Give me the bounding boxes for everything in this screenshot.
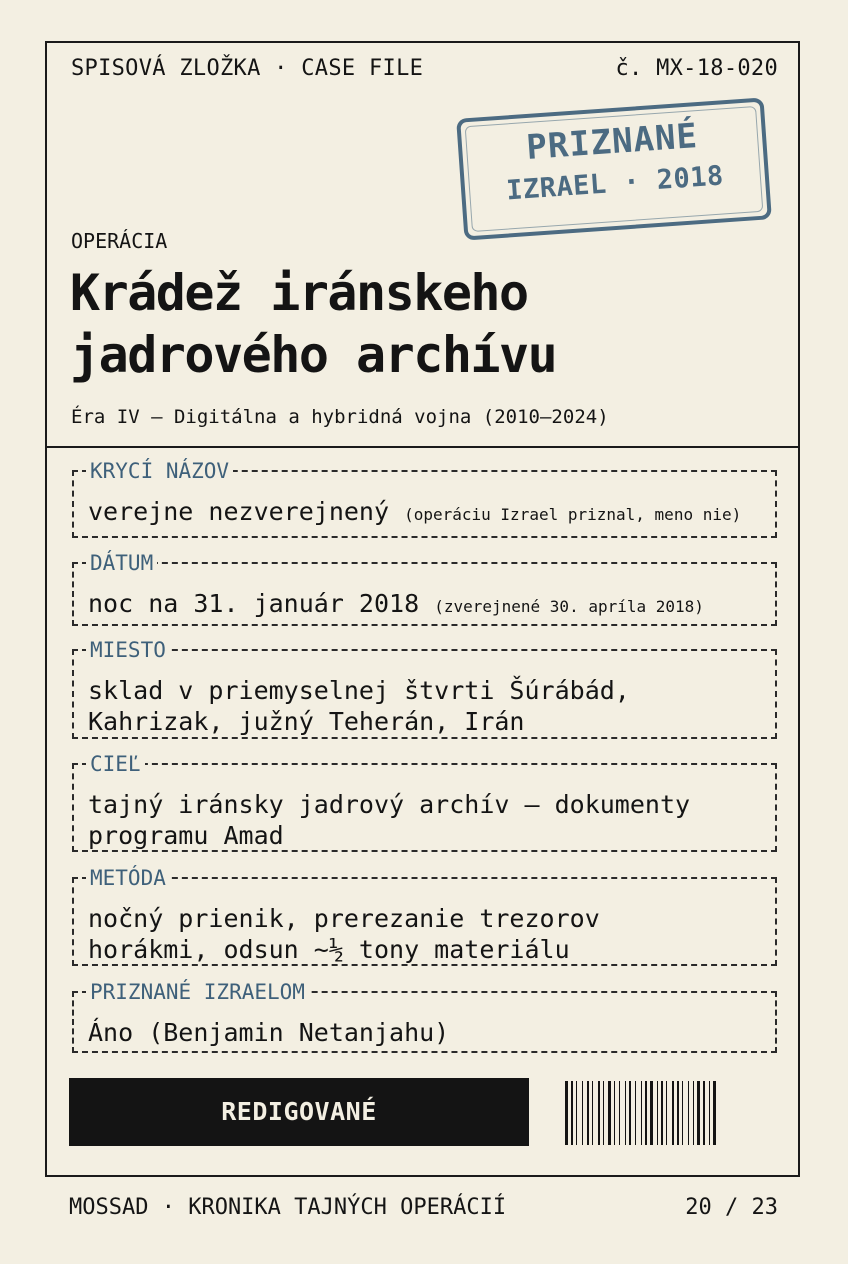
footer-series-title: MOSSAD · KRONIKA TAJNÝCH OPERÁCIÍ — [69, 1195, 507, 1220]
header-divider — [45, 446, 800, 448]
barcode-bar — [645, 1081, 647, 1145]
barcode-bar — [592, 1081, 593, 1145]
field-label: DÁTUM — [86, 550, 157, 576]
barcode-bar — [603, 1081, 604, 1145]
field-value — [88, 1017, 764, 1048]
field-target — [72, 752, 777, 852]
barcode-bar — [598, 1081, 600, 1145]
barcode-bar — [693, 1081, 694, 1145]
barcode-bar — [709, 1081, 710, 1145]
page-number: 20 / 23 — [685, 1195, 778, 1220]
field-acknowledged — [72, 980, 777, 1053]
barcode-bar — [571, 1081, 573, 1145]
field-value — [88, 588, 764, 622]
field-date — [72, 551, 777, 626]
field-value — [88, 903, 764, 965]
redacted-bar: REDIGOVANÉ — [69, 1078, 529, 1146]
field-label: CIEĽ — [86, 751, 145, 777]
barcode-bar — [666, 1081, 667, 1145]
file-number: č. MX-18-020 — [615, 56, 778, 81]
barcode-bar — [576, 1081, 577, 1145]
barcode-bar — [697, 1081, 700, 1145]
method-line-2: horákmi, odsun ~½ tony materiálu — [88, 935, 570, 964]
barcode-bar — [657, 1081, 658, 1145]
field-method — [72, 866, 777, 966]
barcode-bar — [682, 1081, 683, 1145]
era-subtitle: Éra IV — Digitálna a hybridná vojna (2010–2024) — [71, 406, 609, 428]
field-value — [88, 789, 764, 851]
barcode-bar — [565, 1081, 568, 1145]
target-line-1: tajný iránsky jadrový archív — dokumenty — [88, 790, 691, 819]
field-place — [72, 638, 777, 739]
barcode-bar — [641, 1081, 642, 1145]
title-line-1: Krádež iránskeho — [70, 264, 528, 322]
barcode-bar — [677, 1081, 679, 1145]
operation-label: OPERÁCIA — [71, 229, 168, 253]
codename-value: verejne nezverejnený — [88, 497, 390, 526]
barcode-bar — [635, 1081, 636, 1145]
barcode-bar — [625, 1081, 626, 1145]
field-codename — [72, 459, 777, 538]
place-line-1: sklad v priemyselnej štvrti Šúrábád, — [88, 676, 630, 705]
barcode-bar — [629, 1081, 631, 1145]
field-label: PRIZNANÉ IZRAELOM — [86, 979, 309, 1005]
place-line-2: Kahrizak, južný Teherán, Irán — [88, 707, 525, 736]
barcode-bar — [614, 1081, 615, 1145]
field-label: KRYCÍ NÁZOV — [86, 458, 233, 484]
method-line-1: nočný prienik, prerezanie trezorov — [88, 904, 600, 933]
stamp-line-1: PRIZNANÉ — [525, 116, 700, 169]
title-line-2: jadrového archívu — [70, 326, 557, 384]
field-label: MIESTO — [86, 637, 170, 663]
acknowledged-stamp — [456, 97, 772, 240]
date-note: (zverejnené 30. apríla 2018) — [434, 597, 704, 616]
barcode-bar — [619, 1081, 620, 1145]
barcode-bar — [661, 1081, 663, 1145]
acknowledged-value: Áno (Benjamin Netanjahu) — [88, 1018, 450, 1047]
barcode-bar — [582, 1081, 583, 1145]
operation-title — [70, 262, 790, 386]
field-value — [88, 496, 764, 530]
field-value — [88, 675, 764, 737]
stamp-line-2: IZRAEL · 2018 — [505, 160, 725, 207]
barcode-bar — [713, 1081, 716, 1145]
barcode-bar — [650, 1081, 653, 1145]
field-label: METÓDA — [86, 865, 170, 891]
barcode-bar — [672, 1081, 674, 1145]
barcode-bar — [587, 1081, 589, 1145]
case-file-header: SPISOVÁ ZLOŽKA · CASE FILE — [71, 56, 424, 81]
barcode — [565, 1081, 777, 1145]
date-value: noc na 31. január 2018 — [88, 589, 420, 618]
barcode-bar — [688, 1081, 689, 1145]
barcode-bar — [703, 1081, 705, 1145]
target-line-2: programu Amad — [88, 821, 284, 850]
codename-note: (operáciu Izrael priznal, meno nie) — [404, 505, 742, 524]
barcode-bar — [608, 1081, 611, 1145]
